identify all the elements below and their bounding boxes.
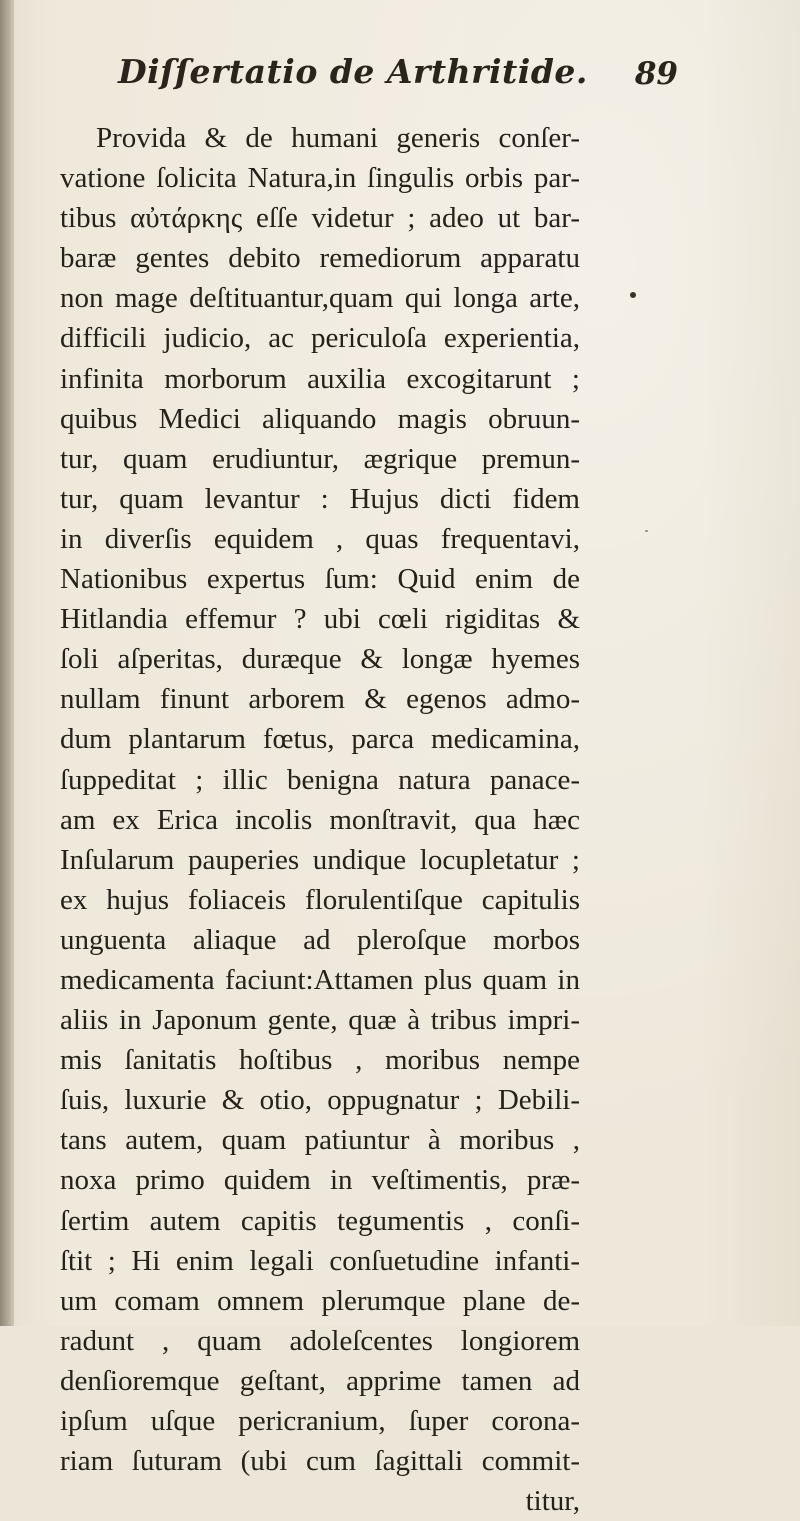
text-line: tibus αὐτάρκης eſſe videtur ; adeo ut bar- [60,202,580,235]
ink-speck [630,292,636,298]
text-line: nullam finunt arborem & egenos admo- [60,683,580,716]
running-title: Diſſertatio de Arthritide. [118,52,588,91]
text-line: denſioremque geſtant, apprime tamen ad [60,1364,580,1397]
text-line: Hitlandia effemur ? ubi cœli rigiditas & [60,603,580,636]
text-line: vatione ſolicita Natura,in ſingulis orbis par- [60,162,580,195]
text-line: Provida & de humani generis conſer- [96,122,580,154]
text-line: ſuis, luxurie & otio, oppugnatur ; Debili- [60,1084,580,1117]
text-line: tur, quam erudiuntur, ægrique premun- [60,442,580,475]
main-text-block [60,118,580,1521]
page-number: 89 [634,56,678,92]
text-line: in diverſis equidem , quas frequentavi, [60,522,580,555]
text-line: aliis in Japonum gente, quæ à tribus impri- [60,1004,580,1037]
text-line: Nationibus expertus ſum: Quid enim de [60,563,580,596]
page-header [118,52,678,102]
text-line: mis ſanitatis hoſtibus , moribus nempe [60,1044,580,1077]
text-line: medicamenta faciunt:Attamen plus quam in [60,963,580,996]
text-line: unguenta aliaque ad pleroſque morbos [60,923,580,956]
text-line: non mage deſtituantur,quam qui longa arte, [60,282,580,315]
page-gutter-shadow [0,0,14,1326]
text-line: tans autem, quam patiuntur à moribus , [60,1124,580,1157]
text-line: um comam omnem plerumque plane de- [60,1284,580,1317]
text-line: ſtit ; Hi enim legali conſuetudine infanti- [60,1244,580,1277]
text-line: noxa primo quidem in veſtimentis, præ- [60,1164,580,1197]
text-line: difficili judicio, ac periculoſa experientia, [60,322,580,355]
text-line: ex hujus foliaceis florulentiſque capitulis [60,883,580,916]
text-line: radunt , quam adoleſcentes longiorem [60,1324,580,1357]
text-line: quibus Medici aliquando magis obruun- [60,402,580,435]
catchword: titur, [525,1485,580,1518]
text-line: baræ gentes debito remediorum apparatu [60,242,580,275]
text-line: ſertim autem capitis tegumentis , conſi- [60,1204,580,1237]
text-line: ſoli aſperitas, duræque & longæ hyemes [60,643,580,676]
ink-speck [645,530,648,532]
text-line: am ex Erica incolis monſtravit, qua hæc [60,803,580,836]
text-line: ipſum uſque pericranium, ſuper corona- [60,1405,580,1437]
text-line: Inſularum pauperies undique locupletatur ; [60,843,580,876]
text-line: riam ſuturam (ubi cum ſagittali commit- [60,1445,580,1478]
text-line: tur, quam levantur : Hujus dicti fidem [60,482,580,515]
text-line: infinita morborum auxilia excogitarunt ; [60,362,580,395]
text-line: dum plantarum fœtus, parca medicamina, [60,723,580,756]
text-line: ſuppeditat ; illic benigna natura panace- [60,763,580,796]
